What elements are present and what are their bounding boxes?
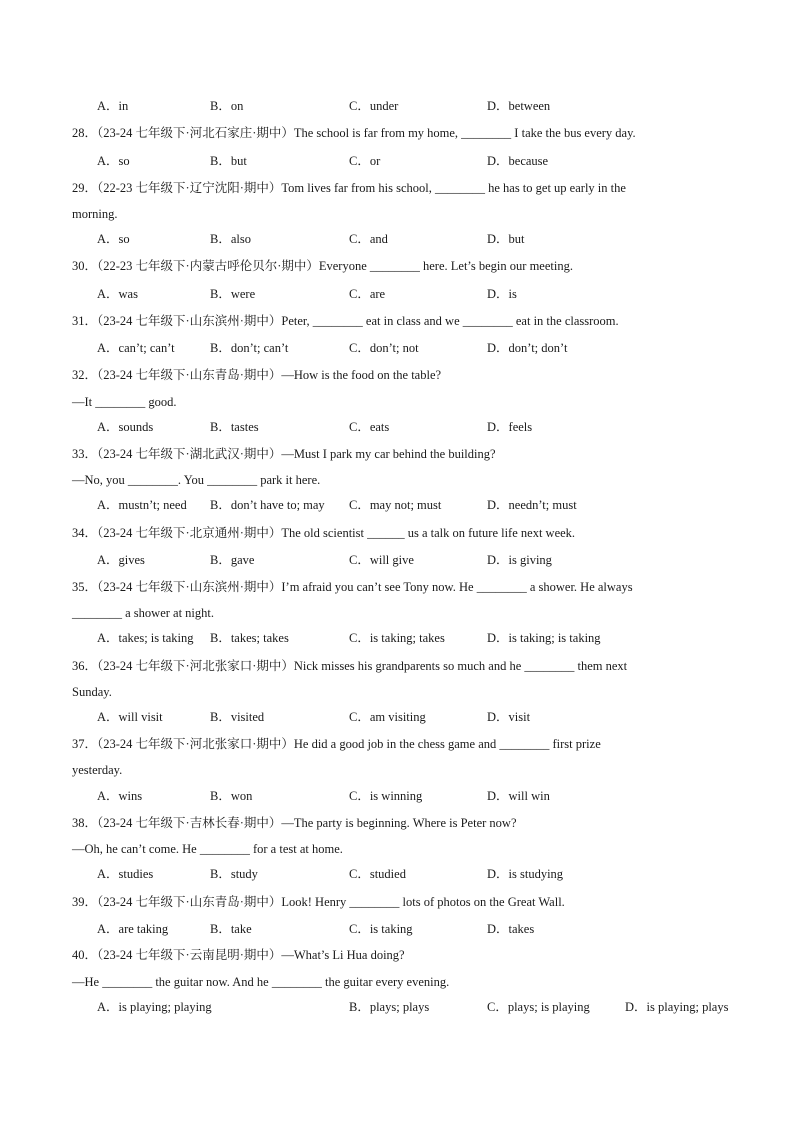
q31-stem-line-1: 31．（23-24 七年级下·山东滨州·期中）Peter, ________ eat in class and we ________ eat in the classroom. xyxy=(72,314,619,328)
q28-stem-line-1: 28．（23-24 七年级下·河北石家庄·期中）The school is far from my home, ________ I take the bus every day. xyxy=(72,126,636,140)
q33-option-b[interactable]: B．don’t have to; may xyxy=(210,498,325,512)
q37-option-d[interactable]: D．will win xyxy=(487,789,550,803)
q35-option-c[interactable]: C．is taking; takes xyxy=(349,631,445,645)
q30-stem-line-1: 30．（22-23 七年级下·内蒙古呼伦贝尔·期中）Everyone ________ here. Let’s begin our meeting. xyxy=(72,259,573,273)
q40-option-c[interactable]: C．plays; is playing xyxy=(487,1000,590,1014)
q28-option-d[interactable]: D．because xyxy=(487,154,549,168)
q34-option-a[interactable]: A．gives xyxy=(97,553,145,567)
q35-option-a[interactable]: A．takes; is taking xyxy=(97,631,194,645)
q31-option-c[interactable]: C．don’t; not xyxy=(349,341,419,355)
q29-stem-line-2: morning. xyxy=(72,207,118,221)
q37-option-a[interactable]: A．wins xyxy=(97,789,143,803)
q36-option-d[interactable]: D．visit xyxy=(487,710,531,724)
q38-option-a[interactable]: A．studies xyxy=(97,867,154,881)
q31-option-d[interactable]: D．don’t; don’t xyxy=(487,341,568,355)
q28-option-a[interactable]: A．so xyxy=(97,154,130,168)
q39-stem-line-1: 39．（23-24 七年级下·山东青岛·期中）Look! Henry ________ lots of photos on the Great Wall. xyxy=(72,895,565,909)
q27-option-b[interactable]: B．on xyxy=(210,99,244,113)
q36-option-a[interactable]: A．will visit xyxy=(97,710,163,724)
q38-option-d[interactable]: D．is studying xyxy=(487,867,564,881)
q31-option-b[interactable]: B．don’t; can’t xyxy=(210,341,289,355)
q36-stem-line-2: Sunday. xyxy=(72,685,112,699)
q35-option-d[interactable]: D．is taking; is taking xyxy=(487,631,601,645)
q39-option-c[interactable]: C．is taking xyxy=(349,922,413,936)
q40-option-b[interactable]: B．plays; plays xyxy=(349,1000,430,1014)
q29-option-c[interactable]: C．and xyxy=(349,232,388,246)
q33-option-d[interactable]: D．needn’t; must xyxy=(487,498,577,512)
q33-option-c[interactable]: C．may not; must xyxy=(349,498,442,512)
q38-option-b[interactable]: B．study xyxy=(210,867,258,881)
q39-option-b[interactable]: B．take xyxy=(210,922,252,936)
q27-option-d[interactable]: D．between xyxy=(487,99,551,113)
q38-stem-line-2: —Oh, he can’t come. He ________ for a test at home. xyxy=(72,842,343,856)
q37-stem-line-2: yesterday. xyxy=(72,763,123,777)
q36-option-b[interactable]: B．visited xyxy=(210,710,265,724)
q36-stem-line-1: 36．（23-24 七年级下·河北张家口·期中）Nick misses his grandparents so much and he ________ them next xyxy=(72,659,628,673)
q32-option-b[interactable]: B．tastes xyxy=(210,420,259,434)
q28-option-c[interactable]: C．or xyxy=(349,154,381,168)
q35-option-b[interactable]: B．takes; takes xyxy=(210,631,289,645)
q38-stem-line-1: 38．（23-24 七年级下·吉林长春·期中）—The party is beginning. Where is Peter now? xyxy=(72,816,517,830)
q34-option-c[interactable]: C．will give xyxy=(349,553,414,567)
q32-option-a[interactable]: A．sounds xyxy=(97,420,154,434)
q27-option-c[interactable]: C．under xyxy=(349,99,399,113)
q40-option-a[interactable]: A．is playing; playing xyxy=(97,1000,212,1014)
q29-option-a[interactable]: A．so xyxy=(97,232,130,246)
q35-stem-line-1: 35．（23-24 七年级下·山东滨州·期中）I’m afraid you can’t see Tony now. He ________ a shower. He always xyxy=(72,580,633,594)
q33-stem-line-2: —No, you ________. You ________ park it here. xyxy=(72,473,321,487)
q32-stem-line-2: —It ________ good. xyxy=(72,395,177,409)
q27-option-a[interactable]: A．in xyxy=(97,99,129,113)
q30-option-a[interactable]: A．was xyxy=(97,287,138,301)
q34-stem-line-1: 34．（23-24 七年级下·北京通州·期中）The old scientist ______ us a talk on future life next week. xyxy=(72,526,576,540)
q40-stem-line-1: 40．（23-24 七年级下·云南昆明·期中）—What’s Li Hua doing? xyxy=(72,948,405,962)
q40-stem-line-2: —He ________ the guitar now. And he ________ the guitar every evening. xyxy=(72,975,450,989)
q35-stem-line-2: ________ a shower at night. xyxy=(72,606,214,620)
q37-option-c[interactable]: C．is winning xyxy=(349,789,423,803)
q39-option-a[interactable]: A．are taking xyxy=(97,922,169,936)
q30-option-c[interactable]: C．are xyxy=(349,287,386,301)
q38-option-c[interactable]: C．studied xyxy=(349,867,406,881)
q28-option-b[interactable]: B．but xyxy=(210,154,247,168)
q33-option-a[interactable]: A．mustn’t; need xyxy=(97,498,187,512)
q40-option-d[interactable]: D．is playing; plays xyxy=(625,1000,729,1014)
q32-option-d[interactable]: D．feels xyxy=(487,420,533,434)
q29-option-d[interactable]: D．but xyxy=(487,232,525,246)
q36-option-c[interactable]: C．am visiting xyxy=(349,710,426,724)
q31-option-a[interactable]: A．can’t; can’t xyxy=(97,341,175,355)
q34-option-d[interactable]: D．is giving xyxy=(487,553,552,567)
q30-option-b[interactable]: B．were xyxy=(210,287,256,301)
q32-option-c[interactable]: C．eats xyxy=(349,420,390,434)
q34-option-b[interactable]: B．gave xyxy=(210,553,255,567)
q37-stem-line-1: 37．（23-24 七年级下·河北张家口·期中）He did a good job in the chess game and ________ first prize xyxy=(72,737,601,751)
q30-option-d[interactable]: D．is xyxy=(487,287,517,301)
q39-option-d[interactable]: D．takes xyxy=(487,922,535,936)
q29-stem-line-1: 29．（22-23 七年级下·辽宁沈阳·期中）Tom lives far from his school, ________ he has to get up early in the xyxy=(72,181,626,195)
q32-stem-line-1: 32．（23-24 七年级下·山东青岛·期中）—How is the food on the table? xyxy=(72,368,442,382)
q29-option-b[interactable]: B．also xyxy=(210,232,251,246)
q33-stem-line-1: 33．（23-24 七年级下·湖北武汉·期中）—Must I park my car behind the building? xyxy=(72,447,496,461)
q37-option-b[interactable]: B．won xyxy=(210,789,253,803)
